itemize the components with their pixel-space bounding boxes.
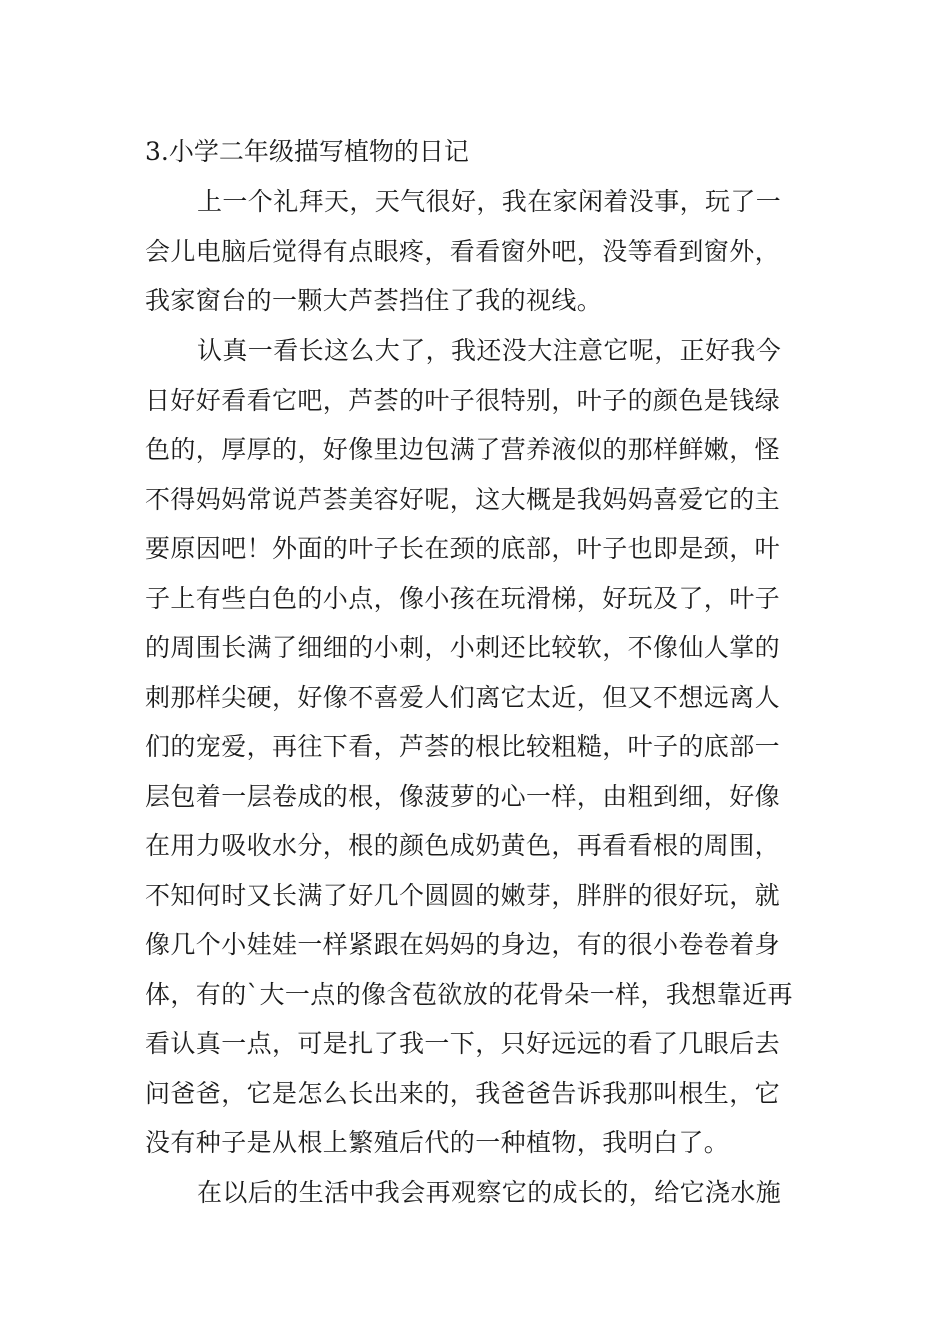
paragraph-2-line-15: 看认真一点，可是扎了我一下，只好远远的看了几眼后去	[145, 1029, 781, 1058]
paragraph-2-line-7: 的周围长满了细细的小刺，小刺还比较软，不像仙人掌的	[145, 633, 781, 662]
document-title: 3.小学二年级描写植物的日记	[145, 137, 469, 166]
paragraph-2-line-11: 在用力吸收水分，根的颜色成奶黄色，再看看根的周围，	[145, 831, 781, 860]
paragraph-2-line-10: 层包着一层卷成的根，像菠萝的心一样，由粗到细，好像	[145, 782, 781, 811]
paragraph-2-line-1: 认真一看长这么大了，我还没大注意它呢，正好我今	[197, 336, 782, 365]
paragraph-2-line-16: 问爸爸，它是怎么长出来的，我爸爸告诉我那叫根生，它	[145, 1079, 781, 1108]
paragraph-2-line-14: 体，有的`大一点的像含苞欲放的花骨朵一样，我想靠近再	[145, 980, 793, 1009]
paragraph-2-line-4: 不得妈妈常说芦荟美容好呢，这大概是我妈妈喜爱它的主	[145, 485, 781, 514]
paragraph-2-line-8: 刺那样尖硬，好像不喜爱人们离它太近，但又不想远离人	[145, 683, 781, 712]
paragraph-2-line-2: 日好好看看它吧，芦荟的叶子很特别，叶子的颜色是钱绿	[145, 386, 781, 415]
paragraph-1-line-1: 上一个礼拜天，天气很好，我在家闲着没事，玩了一	[197, 187, 782, 216]
paragraph-1-line-3: 我家窗台的一颗大芦荟挡住了我的视线。	[145, 286, 603, 315]
paragraph-2-line-12: 不知何时又长满了好几个圆圆的嫩芽，胖胖的很好玩，就	[145, 881, 781, 910]
paragraph-2-line-3: 色的，厚厚的，好像里边包满了营养液似的那样鲜嫩，怪	[145, 435, 781, 464]
paragraph-3-line-1: 在以后的生活中我会再观察它的成长的，给它浇水施	[197, 1178, 782, 1207]
paragraph-1-line-2: 会儿电脑后觉得有点眼疼，看看窗外吧，没等看到窗外，	[145, 237, 781, 266]
paragraph-2-line-6: 子上有些白色的小点，像小孩在玩滑梯，好玩及了，叶子	[145, 584, 781, 613]
paragraph-2-line-9: 们的宠爱，再往下看，芦荟的根比较粗糙，叶子的底部一	[145, 732, 781, 761]
paragraph-2-line-13: 像几个小娃娃一样紧跟在妈妈的身边，有的很小卷卷着身	[145, 930, 781, 959]
paragraph-2-line-5: 要原因吧！外面的叶子长在颈的底部，叶子也即是颈，叶	[145, 534, 781, 563]
paragraph-2-line-17: 没有种子是从根上繁殖后代的一种植物，我明白了。	[145, 1128, 730, 1157]
